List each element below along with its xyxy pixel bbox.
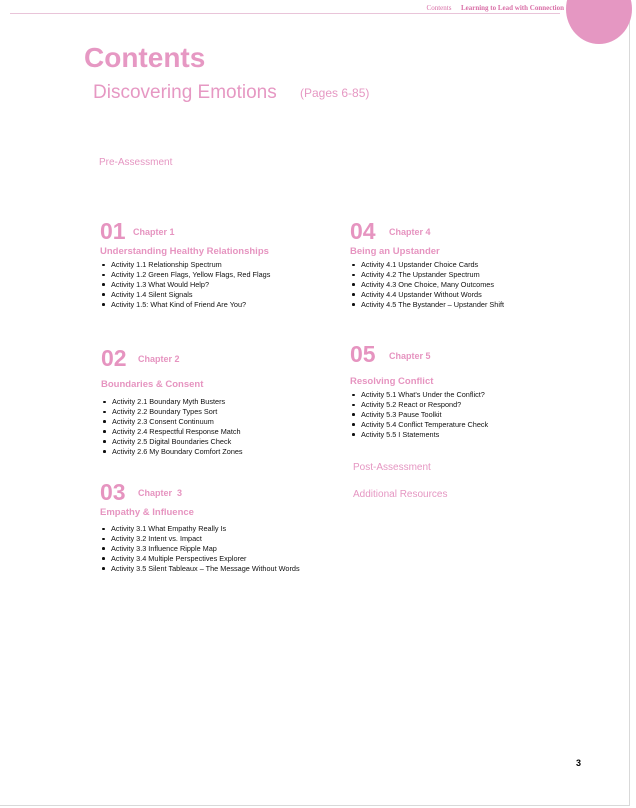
activity-item[interactable]: Activity 2.1 Boundary Myth Busters [101,397,341,407]
activity-item[interactable]: Activity 4.5 The Bystander – Upstander Shift [350,300,590,310]
activity-item[interactable]: Activity 5.1 What's Under the Conflict? [350,390,590,400]
activity-item[interactable]: Activity 3.2 Intent vs. Impact [100,534,360,544]
post-assessment-link[interactable]: Post-Assessment [353,462,431,473]
activity-item[interactable]: Activity 1.1 Relationship Spectrum [100,260,340,270]
chapter-number: 03 [100,479,126,505]
chapter-2 [101,345,341,456]
chapter-label: Chapter 5 [389,351,431,361]
chapter-5 [350,341,590,440]
chapter-4 [350,218,590,310]
activity-item[interactable]: Activity 4.2 The Upstander Spectrum [350,270,590,280]
activity-item[interactable]: Activity 1.2 Green Flags, Yellow Flags, Red Flags [100,270,340,280]
page-range: (Pages 6-85) [300,86,370,100]
activity-item[interactable]: Activity 5.4 Conflict Temperature Check [350,420,590,430]
chapter-3 [100,479,360,574]
pre-assessment-link[interactable]: Pre-Assessment [99,157,173,168]
activity-item[interactable]: Activity 4.4 Upstander Without Words [350,290,590,300]
chapter-title[interactable]: Resolving Conflict [350,376,434,387]
chapter-number: 01 [100,218,126,244]
activity-list [101,397,341,456]
activity-list [350,260,590,310]
activity-list [350,390,590,440]
chapter-number: 02 [101,345,127,371]
activity-item[interactable]: Activity 1.4 Silent Signals [100,290,340,300]
activity-item[interactable]: Activity 5.5 I Statements [350,430,590,440]
activity-item[interactable]: Activity 2.2 Boundary Types Sort [101,407,341,417]
activity-list [100,524,360,574]
chapter-label: Chapter 4 [389,227,431,237]
header-rule [10,13,560,14]
chapter-label: Chapter 2 [138,354,180,364]
chapter-title[interactable]: Empathy & Influence [100,507,194,518]
activity-item[interactable]: Activity 2.6 My Boundary Comfort Zones [101,447,341,457]
activity-item[interactable]: Activity 1.5: What Kind of Friend Are You? [100,300,340,310]
activity-item[interactable]: Activity 4.3 One Choice, Many Outcomes [350,280,590,290]
header-section: Contents [426,4,452,12]
chapter-title[interactable]: Being an Upstander [350,246,440,257]
activity-item[interactable]: Activity 5.2 React or Respond? [350,400,590,410]
activity-item[interactable]: Activity 2.5 Digital Boundaries Check [101,437,341,447]
activity-item[interactable]: Activity 3.5 Silent Tableaux – The Message Without Words [100,564,360,574]
activity-item[interactable]: Activity 4.1 Upstander Choice Cards [350,260,590,270]
chapter-number: 04 [350,218,376,244]
activity-item[interactable]: Activity 2.4 Respectful Response Match [101,427,341,437]
chapter-label: Chapter 3 [138,488,183,498]
page-title: Contents [84,42,206,73]
additional-resources-link[interactable]: Additional Resources [353,489,448,500]
section-title: Discovering Emotions [93,82,277,103]
running-header [427,4,564,12]
chapter-label: Chapter 1 [133,227,175,237]
page-number: 3 [576,758,582,768]
activity-item[interactable]: Activity 1.3 What Would Help? [100,280,340,290]
chapter-title[interactable]: Boundaries & Consent [101,379,204,390]
activity-item[interactable]: Activity 3.1 What Empathy Really Is [100,524,360,534]
activity-item[interactable]: Activity 3.3 Influence Ripple Map [100,544,360,554]
chapter-title[interactable]: Understanding Healthy Relationships [100,246,269,257]
activity-item[interactable]: Activity 2.3 Consent Continuum [101,417,341,427]
chapter-1 [100,218,340,310]
activity-item[interactable]: Activity 3.4 Multiple Perspectives Explorer [100,554,360,564]
header-title: Learning to Lead with Connection [460,4,564,12]
activity-list [100,260,340,310]
activity-item[interactable]: Activity 5.3 Pause Toolkit [350,410,590,420]
chapter-number: 05 [350,341,376,367]
